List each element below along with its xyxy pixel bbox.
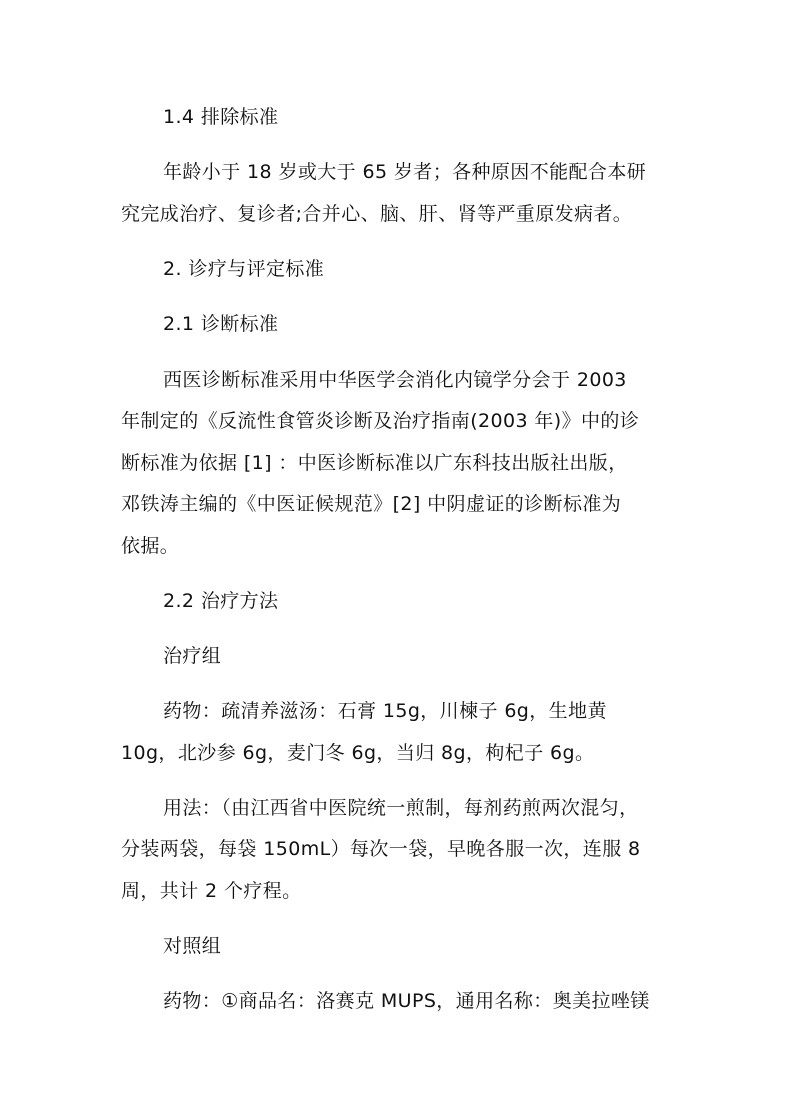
paragraph-line: 断标准为依据 [1] ：中医诊断标准以广东科技出版社出版，	[121, 452, 628, 474]
paragraph-line: 西医诊断标准采用中华医学会消化内镜学分会于 2003	[163, 369, 627, 391]
section-heading-2-1: 2.1 诊断标准	[163, 313, 279, 335]
paragraph-line: 药物：①商品名：洛赛克 MUPS，通用名称：奥美拉唑镁	[163, 990, 650, 1012]
section-heading-2: 2. 诊疗与评定标准	[163, 258, 325, 280]
section-heading-1-4: 1.4 排除标准	[163, 106, 279, 128]
subsection-label-treatment: 治疗组	[163, 645, 222, 667]
paragraph-line: 邓铁涛主编的《中医证候规范》[2] 中阴虚证的诊断标准为	[121, 493, 622, 515]
section-heading-2-2: 2.2 治疗方法	[163, 590, 279, 612]
paragraph-line: 用法：（由江西省中医院统一煎制，每剂药煎两次混匀，	[163, 797, 639, 819]
paragraph-line: 依据。	[121, 535, 180, 557]
paragraph-line: 年制定的《反流性食管炎诊断及治疗指南(2003 年)》中的诊	[121, 410, 640, 432]
subsection-label-control: 对照组	[163, 935, 222, 957]
paragraph-line: 年龄小于 18 岁或大于 65 岁者；各种原因不能配合本研	[163, 161, 647, 183]
paragraph-line: 药物：疏清养滋汤：石膏 15g，川楝子 6g，生地黄	[163, 700, 607, 722]
paragraph-line: 周，共计 2 个疗程。	[121, 880, 302, 902]
paragraph-line: 10g，北沙参 6g，麦门冬 6g，当归 8g，枸杞子 6g。	[121, 742, 595, 764]
paragraph-line: 分装两袋，每袋 150mL）每次一袋，早晚各服一次，连服 8	[121, 838, 641, 860]
paragraph-line: 究完成治疗、复诊者;合并心、脑、肝、肾等严重原发病者。	[121, 203, 633, 225]
